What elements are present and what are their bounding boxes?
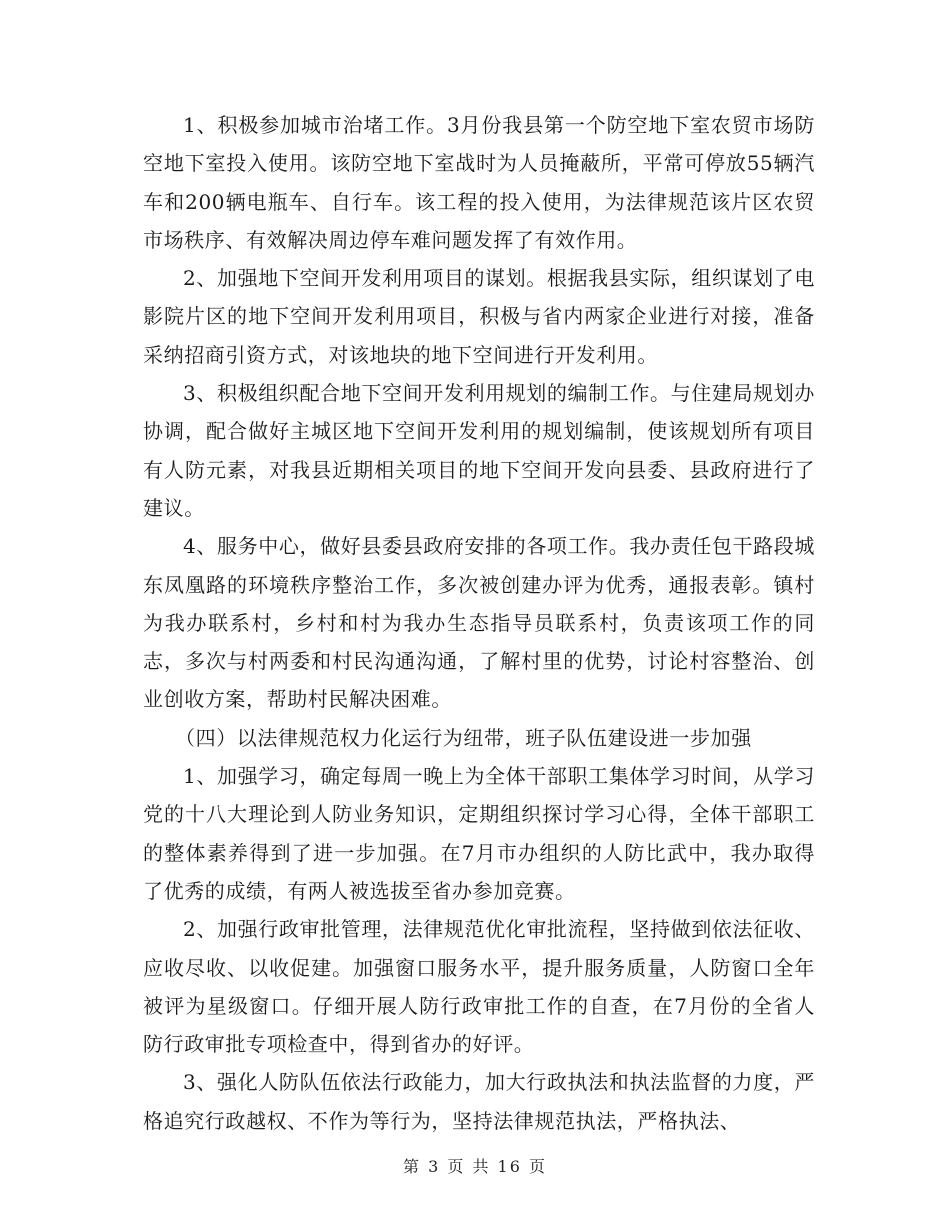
paragraph-law-enforcement: 3、强化人防队伍依法行政能力，加大行政执法和执法监督的力度，严格追究行政越权、不作为等行为，坚持法律规范执法，严格执法、 — [143, 1070, 815, 1133]
paragraph-service-center: 4、服务中心，做好县委县政府安排的各项工作。我办责任包干路段城东凤凰路的环境秩序整治工作，多次被创建办评为优秀，通报表彰。镇村为我办联系村，乡村和村为我办生态指导员联系村，负责该项工作的同志，多次与村两委和村民沟通沟通，了解村里的优势，讨论村容整治、创业创收方案，帮助村民解决困难。 — [143, 534, 815, 712]
document-body — [143, 106, 815, 1140]
paragraph-approval-management: 2、加强行政审批管理，法律规范优化审批流程，坚持做到依法征收、应收尽收、以收促建。加强窗口服务水平，提升服务质量，人防窗口全年被评为星级窗口。仔细开展人防行政审批工作的自查，在7月份的全省人防行政审批专项检查中，得到省办的好评。 — [143, 917, 815, 1057]
page-footer: 第 3 页 共 16 页 — [403, 1157, 547, 1176]
section-heading-team-building: （四）以法律规范权力化运行为纽带，班子队伍建设进一步加强 — [175, 725, 752, 750]
paragraph-underground-planning: 2、加强地下空间开发利用项目的谋划。根据我县实际，组织谋划了电影院片区的地下空间开发利用项目，积极与省内两家企业进行对接，准备采纳招商引资方式，对该地块的地下空间进行开发利用。 — [143, 266, 815, 367]
paragraph-planning-coordination: 3、积极组织配合地下空间开发利用规划的编制工作。与住建局规划办协调，配合做好主城区地下空间开发利用的规划编制，使该规划所有项目有人防元素，对我县近期相关项目的地下空间开发向县委、县政府进行了建议。 — [143, 381, 815, 520]
paragraph-urban-congestion: 1、积极参加城市治堵工作。3月份我县第一个防空地下室农贸市场防空地下室投入使用。该防空地下室战时为人员掩蔽所，平常可停放55辆汽车和200辆电瓶车、自行车。该工程的投入使用，为法律规范该片区农贸市场秩序、有效解决周边停车难问题发挥了有效作用。 — [143, 113, 815, 252]
paragraph-study: 1、加强学习，确定每周一晚上为全体干部职工集体学习时间，从学习党的十八大理论到人防业务知识，定期组织探讨学习心得，全体干部职工的整体素养得到了进一步加强。在7月市办组织的人防比武中，我办取得了优秀的成绩，有两人被选拔至省办参加竞赛。 — [143, 764, 815, 903]
